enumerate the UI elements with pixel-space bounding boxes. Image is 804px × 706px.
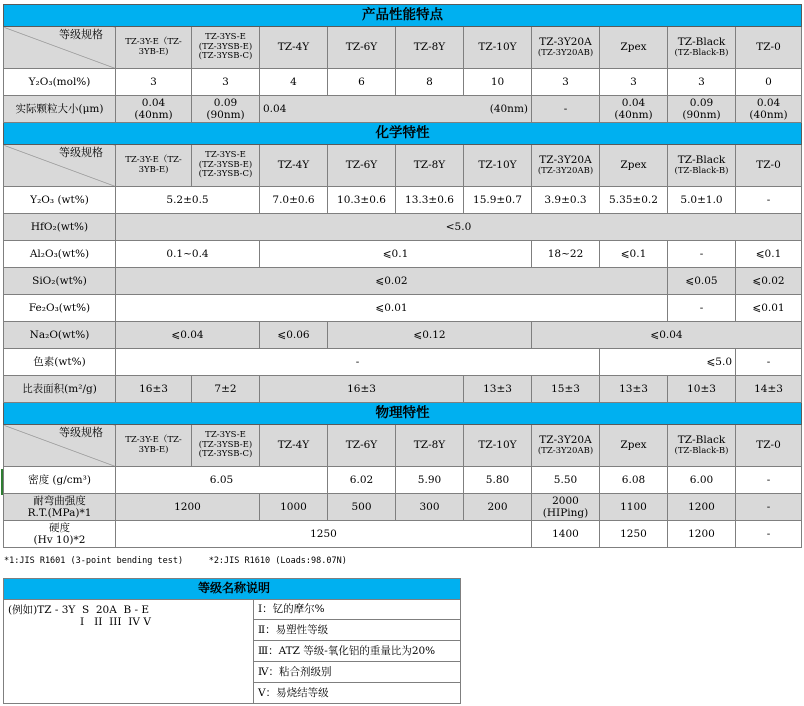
cell: 5.50: [532, 467, 600, 494]
cell: 0: [736, 69, 802, 96]
footnote: *1:JIS R1601 (3-point bending test) *2:JIS R1610 (Loads:98.07N): [4, 556, 347, 566]
cell: 3: [192, 69, 260, 96]
cell: 0.09 (90nm): [668, 96, 736, 123]
cell: 6.00: [668, 467, 736, 494]
grade-header: TZ-3YS-E (TZ-3YSB-E) (TZ-3YSB-C): [192, 145, 260, 187]
grade-header: Zpex: [600, 425, 668, 467]
cell: 5.80: [464, 467, 532, 494]
section-title-physical: 物理特性: [4, 403, 802, 425]
cell: ⩽0.1: [736, 241, 802, 268]
cell: 5.0±1.0: [668, 187, 736, 214]
cell: -: [668, 241, 736, 268]
grade-label: 等级规格: [4, 425, 116, 467]
cell: -: [116, 349, 600, 376]
cell: 10.3±0.6: [328, 187, 396, 214]
row-label: Y₂O₃ (wt%): [4, 187, 116, 214]
table-row: [4, 214, 802, 241]
cell: 7.0±0.6: [260, 187, 328, 214]
header-row: [4, 27, 802, 69]
grade-header: TZ-10Y: [464, 425, 532, 467]
table-row: [4, 376, 802, 403]
cell: ⩽0.04: [116, 322, 260, 349]
grade-label: 等级规格: [4, 27, 116, 69]
cell: 1400: [532, 521, 600, 548]
grade-header: TZ-8Y: [396, 425, 464, 467]
header-row: [4, 145, 802, 187]
cell: 0.04 (40nm): [600, 96, 668, 123]
cell: 6.05: [116, 467, 328, 494]
row-label: 密度 (g/cm³): [4, 467, 116, 494]
cell: ⩽0.01: [116, 295, 668, 322]
cell: 8: [396, 69, 464, 96]
cell: 14±3: [736, 376, 802, 403]
cell: ⩽0.06: [260, 322, 328, 349]
cell: 13.3±0.6: [396, 187, 464, 214]
legend-item: Ⅲ：ATZ 等级-氧化铝的重量比为20%: [254, 641, 461, 662]
cell: ⩽0.1: [600, 241, 668, 268]
grade-header: TZ-3Y20A (TZ-3Y20AB): [532, 145, 600, 187]
cell: 0.09 (90nm): [192, 96, 260, 123]
table-row: [4, 69, 802, 96]
cell: ⩽0.12: [328, 322, 532, 349]
cell: 5.2±0.5: [116, 187, 260, 214]
cell: 15±3: [532, 376, 600, 403]
cell: <5.0: [116, 214, 802, 241]
cell: ⩽0.01: [736, 295, 802, 322]
cell: -: [668, 295, 736, 322]
legend-example: (例如)TZ - 3Y S 20A B - E I II III IV V: [4, 600, 254, 704]
grade-header: TZ-10Y: [464, 145, 532, 187]
table-row: [4, 494, 802, 521]
cell: 3: [668, 69, 736, 96]
grade-header: TZ-Black (TZ-Black-B): [668, 425, 736, 467]
row-label: 色素(wt%): [4, 349, 116, 376]
grade-header: TZ-3Y-E（TZ- 3YB-E): [116, 27, 192, 69]
cell: -: [736, 494, 802, 521]
table-row: [4, 295, 802, 322]
cell: 2000 (HIPing): [532, 494, 600, 521]
cell: 15.9±0.7: [464, 187, 532, 214]
table-row: [4, 322, 802, 349]
cell: -: [736, 187, 802, 214]
grade-header: TZ-10Y: [464, 27, 532, 69]
cell: 6.02: [328, 467, 396, 494]
cell: 1200: [116, 494, 260, 521]
row-label: Al₂O₃(wt%): [4, 241, 116, 268]
row-label: Y₂O₃(mol%): [4, 69, 116, 96]
grade-header: TZ-8Y: [396, 27, 464, 69]
grade-header: TZ-3Y20A (TZ-3Y20AB): [532, 425, 600, 467]
cell: 18~22: [532, 241, 600, 268]
grade-header: Zpex: [600, 145, 668, 187]
cell: 5.35±0.2: [600, 187, 668, 214]
cell: 10: [464, 69, 532, 96]
cell: 6: [328, 69, 396, 96]
legend-item: Ⅳ：粘合剂级别: [254, 662, 461, 683]
grade-header: TZ-6Y: [328, 27, 396, 69]
legend-item: Ⅱ：易塑性等级: [254, 620, 461, 641]
cell: 7±2: [192, 376, 260, 403]
cell: 3: [116, 69, 192, 96]
grade-header: TZ-3YS-E (TZ-3YSB-E) (TZ-3YSB-C): [192, 27, 260, 69]
legend-title: 等级名称说明: [4, 579, 461, 600]
cell: -: [736, 521, 802, 548]
cell: 1200: [668, 521, 736, 548]
grade-header: TZ-6Y: [328, 145, 396, 187]
table-row: [4, 349, 802, 376]
section-title-performance: 产品性能特点: [4, 5, 802, 27]
grade-header: TZ-4Y: [260, 425, 328, 467]
grade-header: TZ-0: [736, 425, 802, 467]
grade-header: TZ-3Y-E（TZ- 3YB-E): [116, 425, 192, 467]
row-label: 实际颗粒大小(μm): [4, 96, 116, 123]
grade-label: 等级规格: [4, 145, 116, 187]
cell: 1250: [116, 521, 532, 548]
cell: 1100: [600, 494, 668, 521]
grade-header: TZ-Black (TZ-Black-B): [668, 27, 736, 69]
cell: 200: [464, 494, 532, 521]
cell: ⩽0.04: [532, 322, 802, 349]
grade-header: Zpex: [600, 27, 668, 69]
cell: 1000: [260, 494, 328, 521]
table-row: [4, 467, 802, 494]
cell: ⩽0.1: [260, 241, 532, 268]
grade-header: TZ-4Y: [260, 145, 328, 187]
grade-header: TZ-0: [736, 145, 802, 187]
cell: 4: [260, 69, 328, 96]
grade-header: TZ-6Y: [328, 425, 396, 467]
row-label: 比表面积(m²/g): [4, 376, 116, 403]
cell: ⩽0.02: [116, 268, 668, 295]
spec-table: [3, 4, 802, 548]
cell: 500: [328, 494, 396, 521]
grade-header: TZ-3Y-E（TZ- 3YB-E): [116, 145, 192, 187]
grade-header: TZ-Black (TZ-Black-B): [668, 145, 736, 187]
legend-item: Ⅰ：钇的摩尔%: [254, 600, 461, 620]
cell: 16±3: [260, 376, 464, 403]
grade-name-legend: [3, 578, 461, 704]
cell: 1250: [600, 521, 668, 548]
cell: ⩽0.02: [736, 268, 802, 295]
row-label: 硬度 (Hv 10)*2: [4, 521, 116, 548]
cell: -: [736, 467, 802, 494]
cell: 13±3: [600, 376, 668, 403]
table-row: [4, 521, 802, 548]
cell: 3: [600, 69, 668, 96]
grade-header: TZ-3YS-E (TZ-3YSB-E) (TZ-3YSB-C): [192, 425, 260, 467]
grade-header: TZ-8Y: [396, 145, 464, 187]
cell: 3.9±0.3: [532, 187, 600, 214]
cell: 13±3: [464, 376, 532, 403]
row-label: Fe₂O₃(wt%): [4, 295, 116, 322]
cell: 3: [532, 69, 600, 96]
table-row: [4, 187, 802, 214]
cell: ⩽0.05: [668, 268, 736, 295]
legend-item: Ⅴ：易烧结等级: [254, 683, 461, 704]
cell: 6.08: [600, 467, 668, 494]
table-row: [4, 268, 802, 295]
grade-header: TZ-0: [736, 27, 802, 69]
cell: 300: [396, 494, 464, 521]
table-row: [4, 96, 802, 123]
row-label: SiO₂(wt%): [4, 268, 116, 295]
header-row: [4, 425, 802, 467]
section-title-chemical: 化学特性: [4, 123, 802, 145]
row-label: HfO₂(wt%): [4, 214, 116, 241]
cell: 0.1~0.4: [116, 241, 260, 268]
cell: ⩽5.0: [600, 349, 736, 376]
cell: 10±3: [668, 376, 736, 403]
cell: 0.04 (40nm): [116, 96, 192, 123]
table-row: [4, 241, 802, 268]
cell: 1200: [668, 494, 736, 521]
grade-header: TZ-3Y20A (TZ-3Y20AB): [532, 27, 600, 69]
row-label: 耐弯曲强度 R.T.(MPa)*1: [4, 494, 116, 521]
cell: 5.90: [396, 467, 464, 494]
cell: 16±3: [116, 376, 192, 403]
cell: -: [736, 349, 802, 376]
merged-cell: 0.04 (40nm): [260, 96, 532, 123]
cell: 0.04 (40nm): [736, 96, 802, 123]
cell: -: [532, 96, 600, 123]
row-label: Na₂O(wt%): [4, 322, 116, 349]
grade-header: TZ-4Y: [260, 27, 328, 69]
